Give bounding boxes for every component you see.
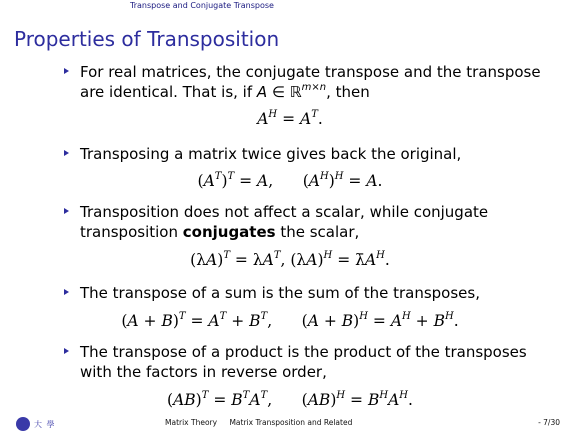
equation: $(AB)^T = B^TA^T$, $(AB)^H = B^HA^H$. <box>167 390 413 409</box>
item-text: are identical. That is, if A ∈ ℝ$^{m\times n}$, then <box>80 82 370 101</box>
logo-text: 大 學 <box>34 419 56 429</box>
item-text: with the factors in reverse order, <box>80 363 327 381</box>
item-text: The transpose of a sum is the sum of the transposes, <box>80 284 480 302</box>
equation: $A^H = A^T$. <box>257 109 323 128</box>
item-text: The transpose of a product is the product of the transposes <box>80 343 527 361</box>
university-logo[interactable] <box>16 416 116 432</box>
bullet-icon <box>64 208 69 214</box>
equation: $(A^T)^T = A$, $(A^H)^H = A$. <box>197 171 383 190</box>
frame-title: Properties of Transposition <box>14 27 280 51</box>
seal-icon <box>16 417 30 431</box>
footer-title[interactable]: Matrix Theory <box>165 418 218 427</box>
item-text: Transposition does not affect a scalar, while conjugate <box>80 203 489 221</box>
list-item <box>80 342 550 382</box>
footer-section[interactable]: Matrix Transposition and Related <box>229 418 353 427</box>
footer-navigation <box>165 418 362 427</box>
equation: $(\lambda A)^T = \lambda A^T$, $(\lambda A)^H$ = $\lambdāA^H$. <box>190 250 390 269</box>
item-text: Transposing a matrix twice gives back the original, <box>80 145 462 163</box>
footer <box>0 416 580 435</box>
page-number: - 7/30 <box>538 418 560 427</box>
bullet-icon <box>64 150 69 156</box>
list-item <box>80 144 550 164</box>
equation: $(A + B)^T = A^T + B^T$, $(A + B)^H = A^H + B^H$. <box>121 311 459 330</box>
item-text: For real matrices, the conjugate transpose and the transpose <box>80 63 541 81</box>
section-header[interactable]: Transpose and Conjugate Transpose <box>130 1 274 10</box>
item-text: transposition conjugates the scalar, <box>80 223 360 241</box>
list-item <box>80 62 550 105</box>
list-item <box>80 283 550 303</box>
list-item <box>80 202 550 242</box>
bullet-icon <box>64 348 69 354</box>
bullet-icon <box>64 68 69 74</box>
bullet-icon <box>64 289 69 295</box>
